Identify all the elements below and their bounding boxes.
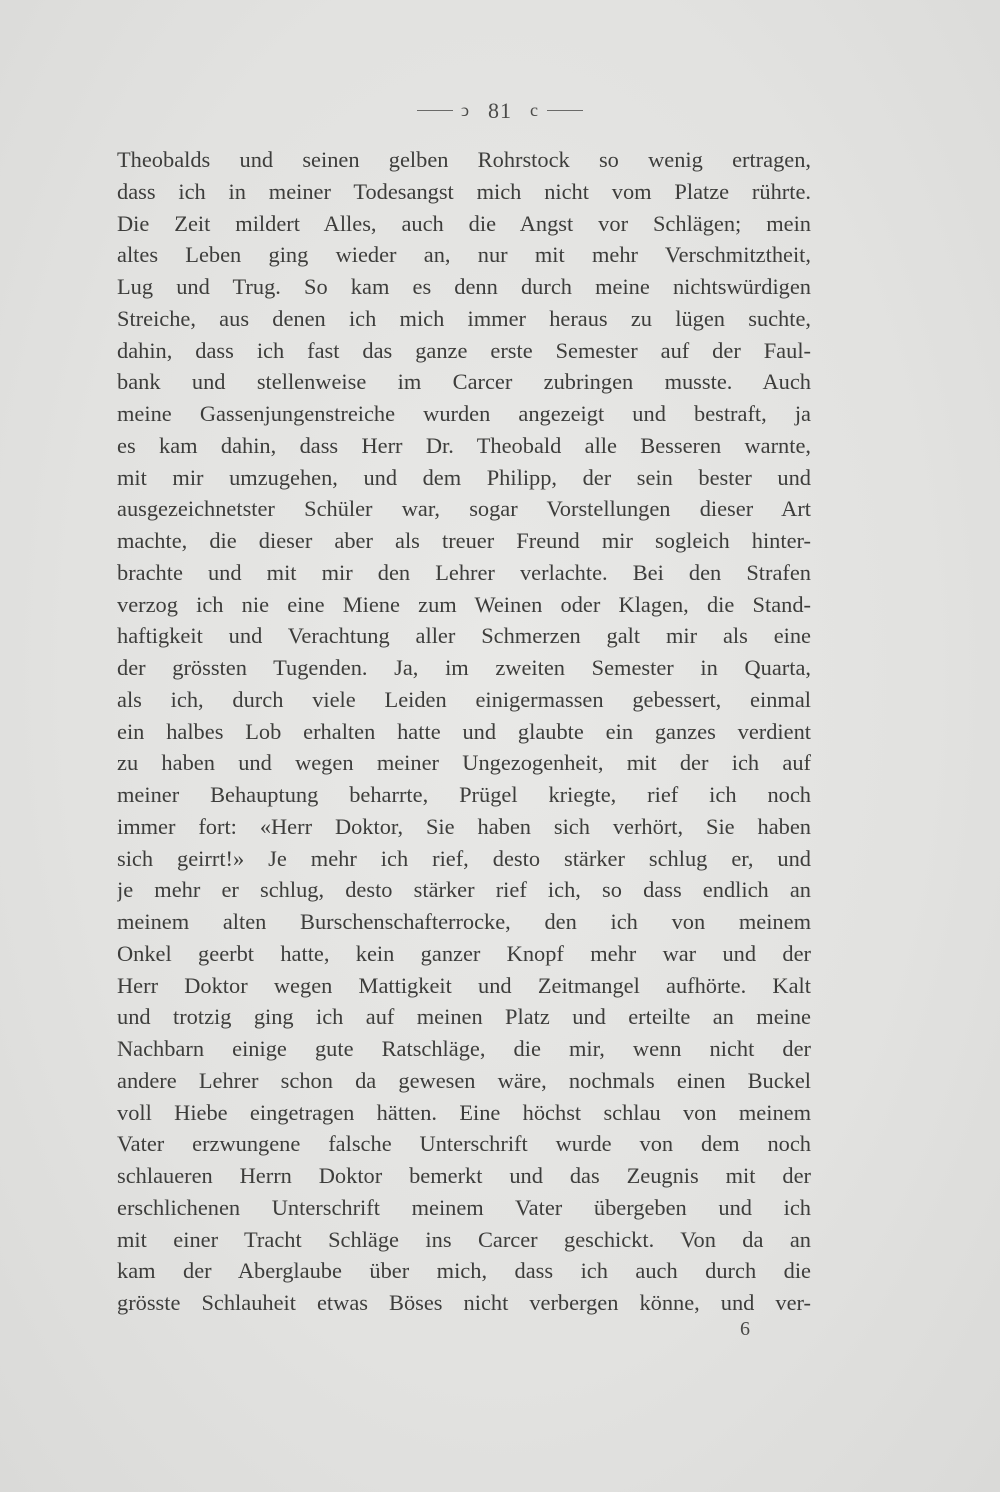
text-line: Vater erzwungene falsche Unterschrift wurde von dem noch [117, 1131, 811, 1157]
text-line: immer fort: «Herr Doktor, Sie haben sich verhört, Sie haben [117, 813, 811, 839]
text-line: meiner Behauptung beharrte, Prügel kriegte, rief ich noch [117, 782, 811, 807]
text-line: Die Zeit mildert Alles, auch die Angst vor Schlägen; mein [117, 210, 811, 236]
text-line: schlaueren Herrn Doktor bemerkt und das Zeugnis mit der [117, 1163, 811, 1188]
text-line: brachte und mit mir den Lehrer verlachte. Bei den Strafen [117, 559, 811, 585]
text-line: haftigkeit und Verachtung aller Schmerzen galt mir als eine [117, 623, 811, 649]
text-line: als ich, durch viele Leiden einigermassen gebessert, einmal [117, 686, 811, 712]
text-line: Streiche, aus denen ich mich immer heraus zu lügen suchte, [117, 305, 811, 331]
text-line: Onkel geerbt hatte, kein ganzer Knopf mehr war und der [117, 940, 811, 966]
text-line: grösste Schlauheit etwas Böses nicht verbergen könne, und ver- [117, 1290, 811, 1315]
text-line: sich geirrt!» Je mehr ich rief, desto stärker schlug er, und [117, 845, 811, 871]
text-line: dass ich in meiner Todesangst mich nicht vom Platze rührte. [117, 178, 811, 204]
text-line: mit einer Tracht Schläge ins Carcer geschickt. Von da an [117, 1226, 811, 1252]
left-ornament: ↄ [461, 100, 470, 121]
right-ornament: c [530, 100, 539, 121]
text-line: bank und stellenweise im Carcer zubringen musste. Auch [117, 369, 811, 395]
text-line: kam der Aberglaube über mich, dass ich auch durch die [117, 1258, 811, 1284]
text-line: Nachbarn einige gute Ratschläge, die mir, wenn nicht der [117, 1036, 811, 1061]
text-line: voll Hiebe eingetragen hätten. Eine höchst schlau von meinem [117, 1099, 811, 1125]
text-line: altes Leben ging wieder an, nur mit mehr Verschmitztheit, [117, 242, 811, 268]
text-line: andere Lehrer schon da gewesen wäre, nochmals einen Buckel [117, 1067, 811, 1093]
text-line: verzog ich nie eine Miene zum Weinen oder Klagen, die Stand- [117, 591, 811, 617]
text-line: meinem alten Burschenschafterrocke, den ich von meinem [117, 909, 811, 934]
text-line: je mehr er schlug, desto stärker rief ich, so dass endlich an [117, 877, 811, 903]
text-line: es kam dahin, dass Herr Dr. Theobald alle Besseren warnte, [117, 432, 811, 458]
page-number: 81 [488, 97, 512, 123]
body-text [117, 144, 811, 1319]
running-head [0, 96, 1000, 124]
text-line: Lug und Trug. So kam es denn durch meine nichtswürdigen [117, 274, 811, 299]
text-line: machte, die dieser aber als treuer Freund mir sogleich hinter- [117, 528, 811, 553]
text-line: ausgezeichnetster Schüler war, sogar Vorstellungen dieser Art [117, 496, 811, 522]
text-line: dahin, dass ich fast das ganze erste Semester auf der Faul- [117, 337, 811, 363]
text-line: ein halbes Lob erhalten hatte und glaubte ein ganzes verdient [117, 718, 811, 744]
text-line: erschlichenen Unterschrift meinem Vater übergeben und ich [117, 1194, 811, 1220]
text-line: zu haben und wegen meiner Ungezogenheit, mit der ich auf [117, 750, 811, 776]
text-line: Herr Doktor wegen Mattigkeit und Zeitmangel aufhörte. Kalt [117, 972, 811, 998]
right-rule [547, 110, 583, 111]
text-line: Theobalds und seinen gelben Rohrstock so wenig ertragen, [117, 147, 811, 172]
left-rule [417, 110, 453, 111]
text-line: und trotzig ging ich auf meinen Platz und erteilte an meine [117, 1004, 811, 1030]
text-line: meine Gassenjungenstreiche wurden angezeigt und bestraft, ja [117, 401, 811, 426]
signature-mark: 6 [740, 1318, 750, 1340]
text-line: mit mir umzugehen, und dem Philipp, der sein bester und [117, 464, 811, 490]
text-line: der grössten Tugenden. Ja, im zweiten Semester in Quarta, [117, 655, 811, 680]
